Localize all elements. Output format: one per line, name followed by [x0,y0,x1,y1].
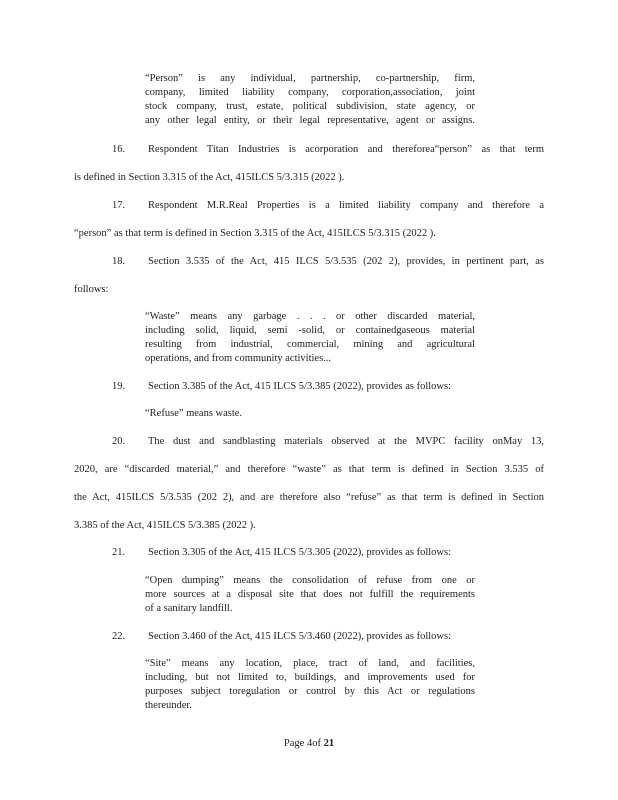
paragraph-number: 16. [112,144,126,155]
paragraph-22 [74,630,544,644]
page-footer [0,737,618,751]
quote-line: including solid, liquid, semi -solid, or containedgaseous material [145,325,475,336]
quote-line: resulting from industrial, commercial, mining and agricultural [145,339,475,350]
paragraph-text: Respondent M.R.Real Properties is a limited liability company and therefore a [148,200,544,211]
quote-site-definition [145,657,475,713]
quote-line: more sources at a disposal site that does not fulfill the requirements [145,589,475,600]
paragraph-text: “person” as that term is defined in Section 3.315 of the Act, 415ILCS 5/3.315 (2022 ). [74,228,436,239]
quote-line: “Waste” means any garbage . . . or other discarded material, [145,311,475,322]
paragraph-number: 19. [112,381,126,392]
quote-line: “Person” is any individual, partnership, co-partnership, firm, [145,73,475,84]
quote-line: any other legal entity, or their legal representative, agent or assigns. [145,115,475,126]
page-number-label: Page 4of [283,738,321,749]
paragraph-text: 3.385 of the Act, 415ILCS 5/3.385 (2022 ). [74,520,256,531]
page-total: 21 [323,738,335,749]
paragraph-21 [74,546,544,560]
paragraph-text: the Act, 415ILCS 5/3.535 (202 2), and are therefore also “refuse” as that term is defined in Section [74,492,544,503]
quote-open-dumping-definition [145,574,475,616]
paragraph-text: Section 3.385 of the Act, 415 ILCS 5/3.385 (2022), provides as follows: [148,381,452,392]
paragraph-text: Section 3.535 of the Act, 415 ILCS 5/3.535 (202 2), provides, in pertinent part, as [148,256,544,267]
paragraph-text: is defined in Section 3.315 of the Act, 415ILCS 5/3.315 (2022 ). [74,172,345,183]
quote-line: including, but not limited to, buildings, and improvements used for [145,672,475,683]
quote-line: company, limited liability company, corporation,association, joint [145,87,475,98]
quote-line: “Site” means any location, place, tract of land, and facilities, [145,658,475,669]
paragraph-20 [74,435,544,449]
quote-line: purposes subject toregulation or control by this Act or regulations [145,686,475,697]
quote-person-definition [145,72,475,128]
paragraph-number: 22. [112,631,126,642]
paragraph-number: 20. [112,436,126,447]
quote-line: of a sanitary landfill. [145,603,233,614]
paragraph-text: 2020, are “discarded material,” and therefore “waste” as that term is defined in Section 3.535 of [74,464,544,475]
paragraph-text: The dust and sandblasting materials observed at the MVPC facility onMay 13, [148,436,544,447]
paragraph-18 [74,255,544,269]
paragraph-number: 17. [112,200,126,211]
paragraph-number: 18. [112,256,126,267]
quote-line: stock company, trust, estate, political subdivision, state agency, or [145,101,475,112]
quote-line: operations, and from community activities... [145,353,332,364]
paragraph-17 [74,199,544,213]
quote-line: thereunder. [145,700,192,711]
paragraph-16 [74,143,544,157]
paragraph-number: 21. [112,547,126,558]
paragraph-text: Section 3.305 of the Act, 415 ILCS 5/3.305 (2022), provides as follows: [148,547,452,558]
quote-line: “Refuse” means waste. [145,408,243,419]
paragraph-text: Respondent Titan Industries is acorporation and thereforea“person” as that term [148,144,544,155]
paragraph-text: follows: [74,284,109,295]
quote-line: “Open dumping” means the consolidation of refuse from one or [145,575,475,586]
quote-waste-definition [145,310,475,366]
paragraph-text: Section 3.460 of the Act, 415 ILCS 5/3.460 (2022), provides as follows: [148,631,452,642]
paragraph-19 [74,380,544,394]
quote-refuse-definition [145,407,475,421]
